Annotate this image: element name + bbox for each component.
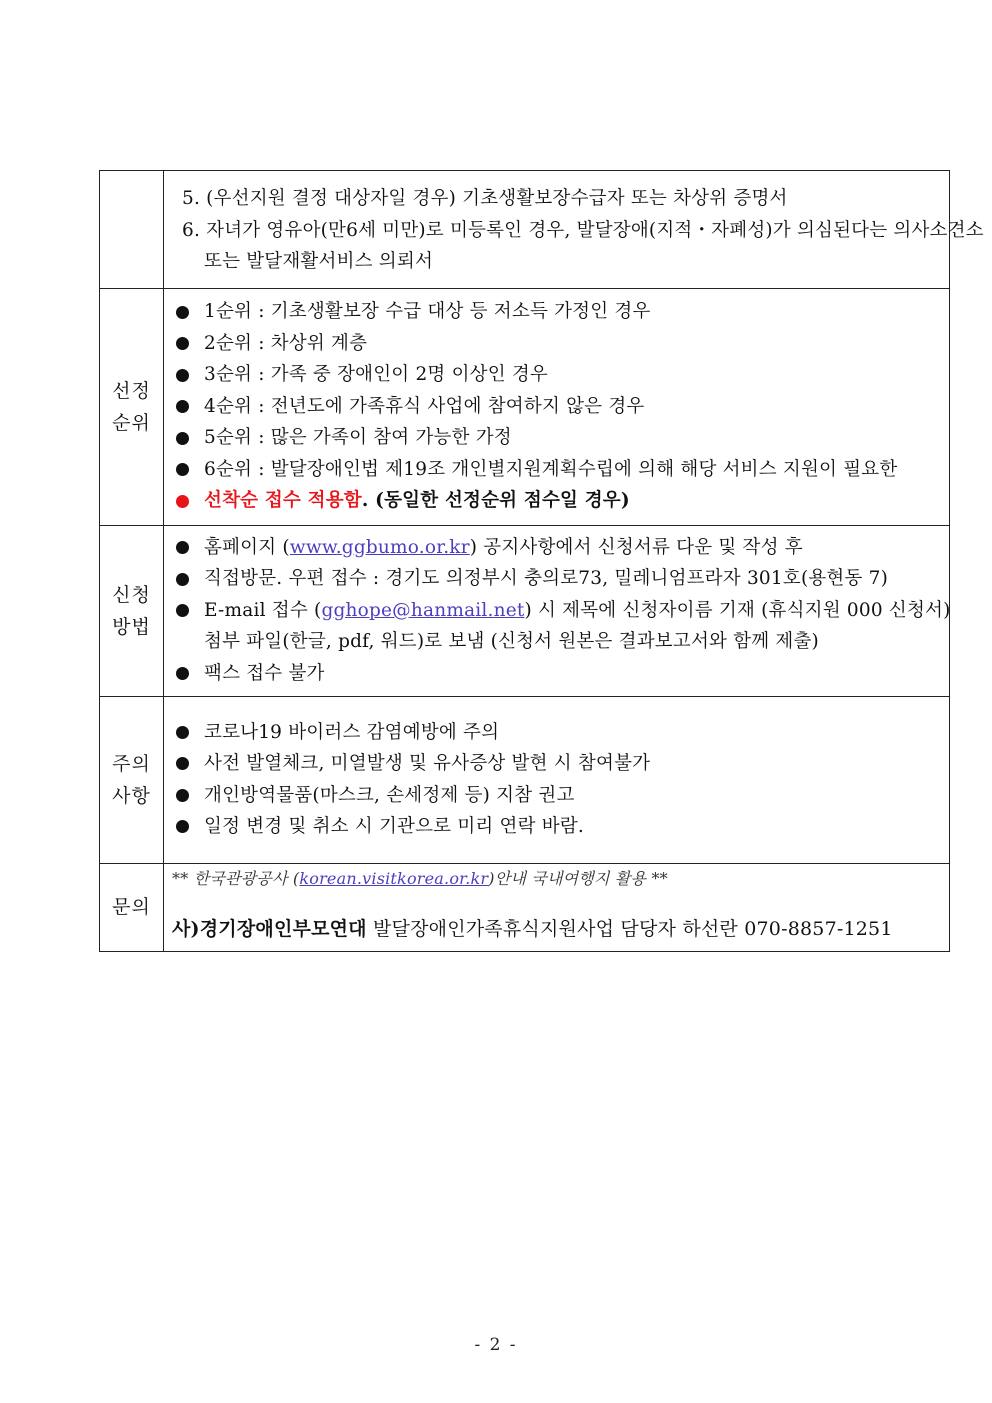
list-item-cont: 첨부 파일(한글, pdf, 워드)로 보냄 (신청서 원본은 결과보고서와 함께 제출) (204, 631, 819, 653)
list-item: 팩스 접수 불가 (172, 658, 949, 690)
selection-label: 선정 순위 (100, 288, 164, 525)
bullet-icon (176, 667, 189, 680)
caution-row (100, 696, 950, 863)
selection-content (164, 288, 950, 525)
inquiry-row (100, 863, 950, 951)
red-bullet-icon (176, 495, 189, 508)
list-item: 3순위 : 가족 중 장애인이 2명 이상인 경우 (172, 359, 949, 391)
list-item: 사전 발열체크, 미열발생 및 유사증상 발현 시 참여불가 (172, 748, 949, 780)
bullet-icon (176, 757, 189, 770)
bullet-icon (176, 541, 189, 554)
info-table (99, 170, 984, 952)
list-item: E-mail 접수 ( gghope@hanmail.net ) 시 제목에 신청자이름 기재 (휴식지원 000 신청서) (172, 595, 949, 627)
bullet-icon (176, 789, 189, 802)
bullet-icon (176, 306, 189, 319)
bullet-icon (176, 337, 189, 350)
org-name: 사)경기장애인부모연대 (172, 917, 367, 940)
required-docs-label (100, 171, 164, 289)
doc-item-6-cont: 또는 발달재활서비스 의뢰서 (204, 251, 434, 272)
bullet-icon (176, 463, 189, 476)
caution-content (164, 696, 950, 863)
apply-row (100, 525, 950, 696)
apply-label: 신청 방법 (100, 525, 164, 696)
email-link[interactable]: gghope@hanmail.net (321, 599, 525, 621)
list-item: 6순위 : 발달장애인법 제19조 개인별지원계획수립에 의해 해당 서비스 지원이 필요한 (172, 454, 949, 486)
list-item: 2순위 : 차상위 계층 (172, 328, 949, 360)
list-item: 일정 변경 및 취소 시 기관으로 미리 연락 바람. (172, 811, 949, 843)
list-item: 직접방문. 우편 접수 : 경기도 의정부시 충의로73, 밀레니엄프라자 301호(용현동 7) (172, 563, 949, 595)
visitkorea-link[interactable]: korean.visitkorea.or.kr (299, 868, 489, 888)
inquiry-label: 문의 (100, 863, 164, 951)
doc-item-6: 6. 자녀가 영유아(만6세 미만)로 미등록인 경우, 발달장애(지적・자폐성)가 의심된다는 의사소견소 (182, 219, 984, 241)
list-item: 개인방역물품(마스크, 손세정제 등) 지참 권고 (172, 780, 949, 812)
inquiry-content (164, 863, 950, 951)
bullet-icon (176, 432, 189, 445)
contact-line: 사)경기장애인부모연대 발달장애인가족휴식지원사업 담당자 하선란 070-8857-1251 (172, 917, 893, 940)
page-number: - 2 - (474, 1335, 518, 1355)
required-docs-row (100, 171, 950, 289)
list-item: 코로나19 바이러스 감염예방에 주의 (172, 717, 949, 749)
homepage-link[interactable]: www.ggbumo.or.kr (289, 536, 470, 558)
first-come-note: 선착순 접수 적용함 . (동일한 선정순위 점수일 경우) (172, 485, 949, 517)
bullet-icon (176, 400, 189, 413)
bullet-icon (176, 604, 189, 617)
list-item: 5순위 : 많은 가족이 참여 가능한 가정 (172, 422, 949, 454)
apply-content (164, 525, 950, 696)
list-item: 1순위 : 기초생활보장 수급 대상 등 저소득 가정인 경우 (172, 296, 949, 328)
doc-item-5: 5. (우선지원 결정 대상자일 경우) 기초생활보장수급자 또는 차상위 증명서 (182, 188, 788, 209)
bullet-icon (176, 820, 189, 833)
caution-label: 주의 사항 (100, 696, 164, 863)
list-item: 4순위 : 전년도에 가족휴식 사업에 참여하지 않은 경우 (172, 391, 949, 423)
required-docs-content (164, 171, 984, 289)
tourism-note: ** 한국관광공사 (korean.visitkorea.or.kr)안내 국내여행지 활용 ** (172, 868, 668, 888)
bullet-icon (176, 726, 189, 739)
bullet-icon (176, 573, 189, 586)
bullet-icon (176, 369, 189, 382)
list-item: 홈페이지 ( www.ggbumo.or.kr ) 공지사항에서 신청서류 다운 및 작성 후 (172, 532, 949, 564)
selection-row (100, 288, 950, 525)
